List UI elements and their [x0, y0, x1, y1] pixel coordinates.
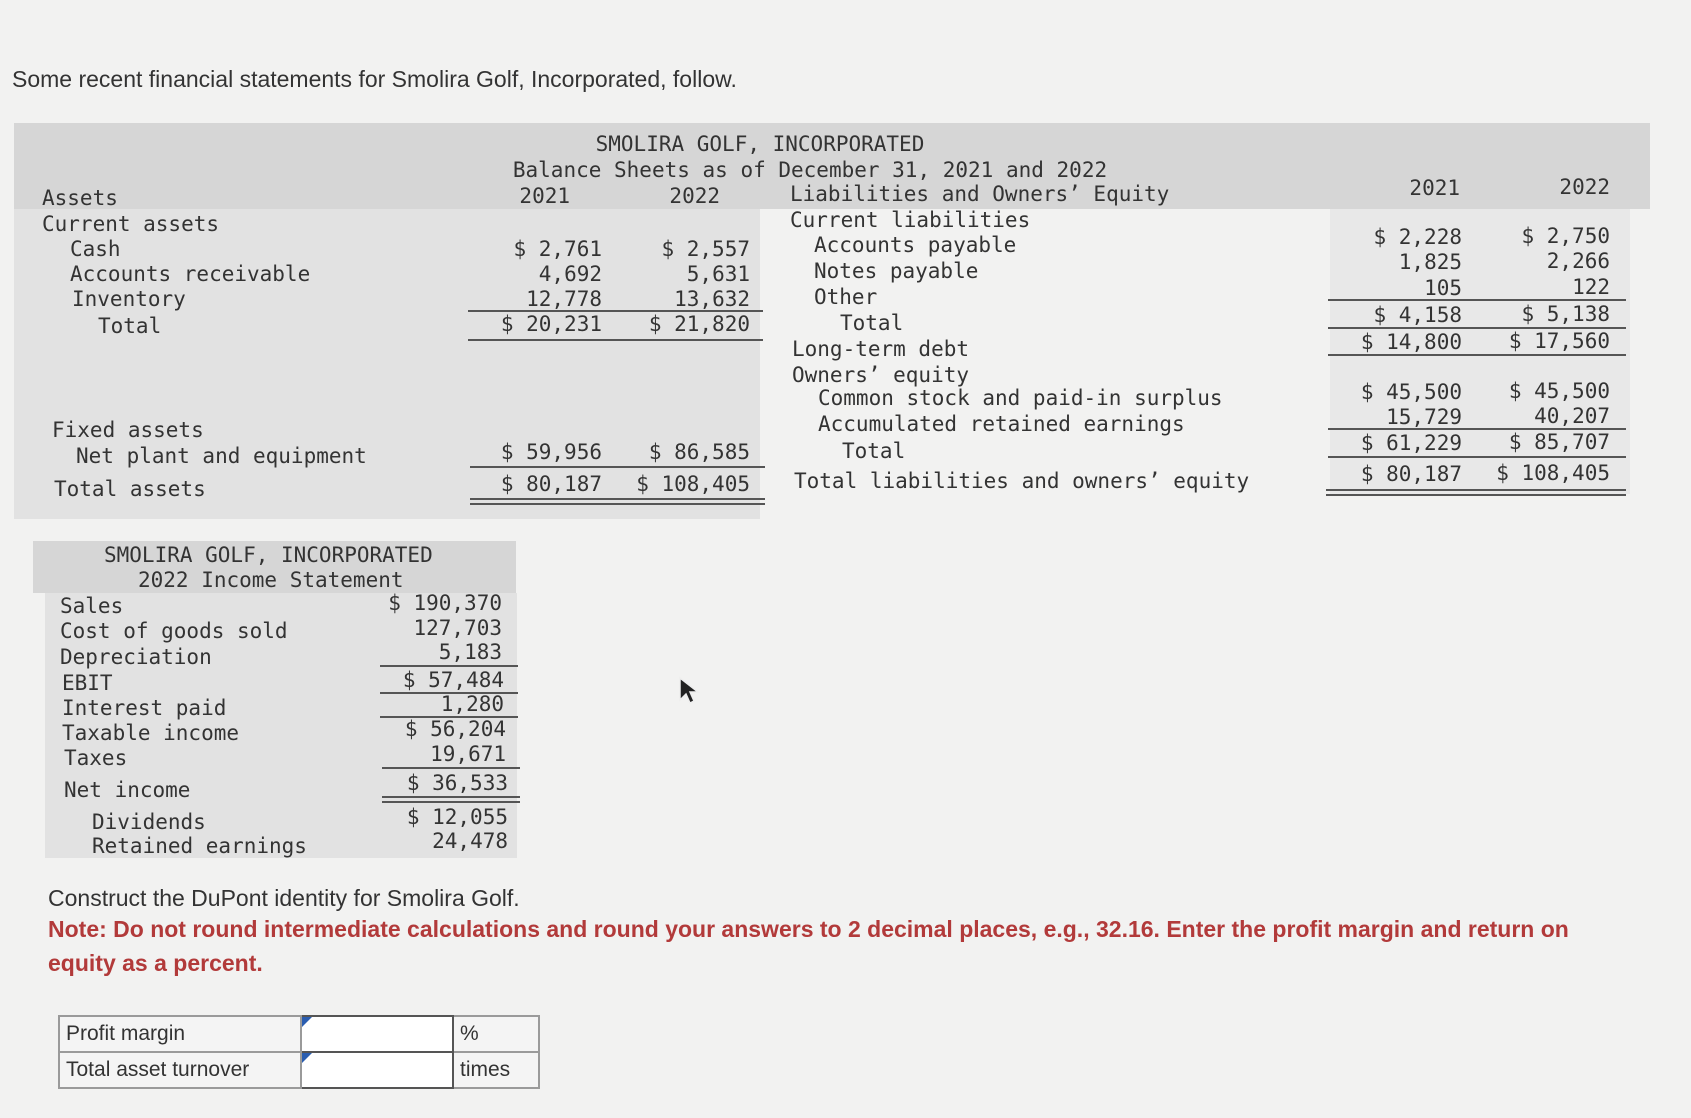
total-assets-double-rule	[470, 498, 765, 505]
sales-value: $ 190,370	[388, 591, 502, 615]
total-liabilities-equity-2022: $ 108,405	[1496, 461, 1610, 485]
ebit-label: EBIT	[62, 671, 113, 695]
dividends-value: $ 12,055	[406, 805, 508, 829]
retained-earnings-2022: 40,207	[1534, 404, 1610, 428]
profit-margin-unit: %	[453, 1016, 539, 1052]
interest-value: 1,280	[440, 692, 504, 716]
current-assets-heading: Current assets	[42, 212, 220, 236]
current-assets-total-label: Total	[98, 314, 162, 338]
retained-earnings-is-value: 24,478	[432, 829, 508, 853]
other-label: Other	[814, 285, 878, 309]
liabilities-equity-heading: Liabilities and Owners’ Equity	[790, 182, 1170, 206]
inventory-2021: 12,778	[526, 287, 602, 311]
depreciation-label: Depreciation	[60, 645, 212, 669]
other-2022: 122	[1572, 275, 1610, 299]
assets-col-2021: 2021	[519, 184, 570, 208]
balance-sheet-subtitle: Balance Sheets as of December 31, 2021 and 2022	[512, 158, 1108, 182]
current-assets-total-2022: $ 21,820	[648, 312, 750, 336]
retained-earnings-label: Accumulated retained earnings	[818, 412, 1185, 436]
total-asset-turnover-input[interactable]	[302, 1055, 450, 1085]
inventory-2022: 13,632	[674, 287, 750, 311]
current-liabilities-total-2021: $ 4,158	[1373, 303, 1462, 327]
current-liabilities-rule	[1328, 299, 1626, 301]
equity-total-2022: $ 85,707	[1508, 430, 1610, 454]
taxable-income-value: $ 56,204	[404, 717, 506, 741]
common-stock-2021: $ 45,500	[1360, 380, 1462, 404]
taxes-label: Taxes	[64, 746, 128, 770]
total-asset-turnover-label: Total asset turnover	[59, 1052, 301, 1088]
net-income-double-rule	[382, 796, 520, 803]
income-statement-title: SMOLIRA GOLF, INCORPORATED	[104, 543, 433, 567]
ltd-2021: $ 14,800	[1360, 330, 1462, 354]
notes-payable-2021: 1,825	[1398, 250, 1462, 274]
total-asset-turnover-cell	[301, 1052, 453, 1088]
answer-row-profit-margin	[59, 1016, 539, 1052]
assets-col-2022: 2022	[669, 184, 720, 208]
cash-2022: $ 2,557	[661, 237, 750, 261]
total-assets-label: Total assets	[54, 477, 206, 501]
npe-2022: $ 86,585	[648, 440, 750, 464]
profit-margin-label: Profit margin	[59, 1016, 301, 1052]
liab-col-2021: 2021	[1409, 176, 1460, 200]
net-income-value: $ 36,533	[406, 771, 508, 795]
cash-2021: $ 2,761	[513, 237, 602, 261]
other-2021: 105	[1424, 276, 1462, 300]
equity-total-label: Total	[842, 439, 906, 463]
retained-earnings-is-label: Retained earnings	[92, 834, 307, 858]
notes-payable-label: Notes payable	[814, 259, 979, 283]
npe-rule	[470, 466, 765, 468]
note-text: Note: Do not round intermediate calculations and round your answers to 2 decimal places, e.g., 32.16. Enter the profit margin and return on equity as a percent.	[48, 916, 1569, 976]
interest-label: Interest paid	[62, 696, 227, 720]
equity-total-2021: $ 61,229	[1360, 431, 1462, 455]
profit-margin-input[interactable]	[302, 1019, 450, 1049]
depreciation-value: 5,183	[438, 640, 502, 664]
liab-col-2022: 2022	[1559, 175, 1610, 199]
payables-label: Accounts payable	[814, 233, 1017, 257]
owners-equity-heading: Owners’ equity	[792, 363, 970, 387]
profit-margin-cell	[301, 1016, 453, 1052]
total-liabilities-equity-label: Total liabilities and owners’ equity	[794, 469, 1250, 493]
receivables-2021: 4,692	[538, 262, 602, 286]
taxable-income-label: Taxable income	[62, 721, 240, 745]
input-corner-marker	[302, 1017, 312, 1027]
income-statement-subtitle: 2022 Income Statement	[138, 568, 404, 592]
current-assets-total-2021: $ 20,231	[500, 312, 602, 336]
net-income-rule	[382, 767, 520, 769]
ebit-rule	[380, 665, 518, 667]
ltd-label: Long-term debt	[792, 337, 970, 361]
instruction-text: Construct the DuPont identity for Smolira Golf.	[48, 885, 520, 911]
dividends-label: Dividends	[92, 810, 206, 834]
npe-2021: $ 59,956	[500, 440, 602, 464]
ltd-2022: $ 17,560	[1508, 329, 1610, 353]
payables-2021: $ 2,228	[1373, 225, 1462, 249]
mouse-pointer-icon	[678, 676, 700, 706]
total-asset-turnover-unit: times	[453, 1052, 539, 1088]
current-assets-total-rule	[468, 339, 763, 341]
sales-label: Sales	[60, 594, 124, 618]
cash-label: Cash	[70, 237, 121, 261]
notes-payable-2022: 2,266	[1546, 249, 1610, 273]
inventory-label: Inventory	[72, 287, 186, 311]
common-stock-label: Common stock and paid-in surplus	[818, 386, 1223, 410]
answer-row-total-asset-turnover	[59, 1052, 539, 1088]
taxes-value: 19,671	[430, 742, 506, 766]
receivables-2022: 5,631	[686, 262, 750, 286]
retained-earnings-2021: 15,729	[1386, 405, 1462, 429]
input-corner-marker	[302, 1053, 312, 1063]
answer-table	[58, 1015, 540, 1089]
common-stock-2022: $ 45,500	[1508, 379, 1610, 403]
total-assets-2021: $ 80,187	[500, 472, 602, 496]
total-liabilities-equity-2021: $ 80,187	[1360, 462, 1462, 486]
net-income-label: Net income	[64, 778, 191, 802]
receivables-label: Accounts receivable	[70, 262, 311, 286]
intro-text: Some recent financial statements for Smolira Golf, Incorporated, follow.	[12, 66, 737, 92]
ebit-value: $ 57,484	[402, 668, 504, 692]
cogs-value: 127,703	[413, 616, 502, 640]
current-liabilities-total-2022: $ 5,138	[1521, 302, 1610, 326]
ltd-rule	[1328, 354, 1626, 356]
assets-heading: Assets	[42, 186, 118, 210]
total-liabilities-equity-double-rule	[1326, 489, 1626, 496]
cogs-label: Cost of goods sold	[60, 619, 288, 643]
npe-label: Net plant and equipment	[76, 444, 367, 468]
current-liabilities-total-label: Total	[840, 311, 904, 335]
equity-total-rule	[1328, 456, 1626, 458]
current-liabilities-heading: Current liabilities	[790, 208, 1031, 232]
fixed-assets-heading: Fixed assets	[52, 418, 204, 442]
total-assets-2022: $ 108,405	[636, 472, 750, 496]
balance-sheet-title: SMOLIRA GOLF, INCORPORATED	[595, 132, 925, 156]
payables-2022: $ 2,750	[1521, 224, 1610, 248]
